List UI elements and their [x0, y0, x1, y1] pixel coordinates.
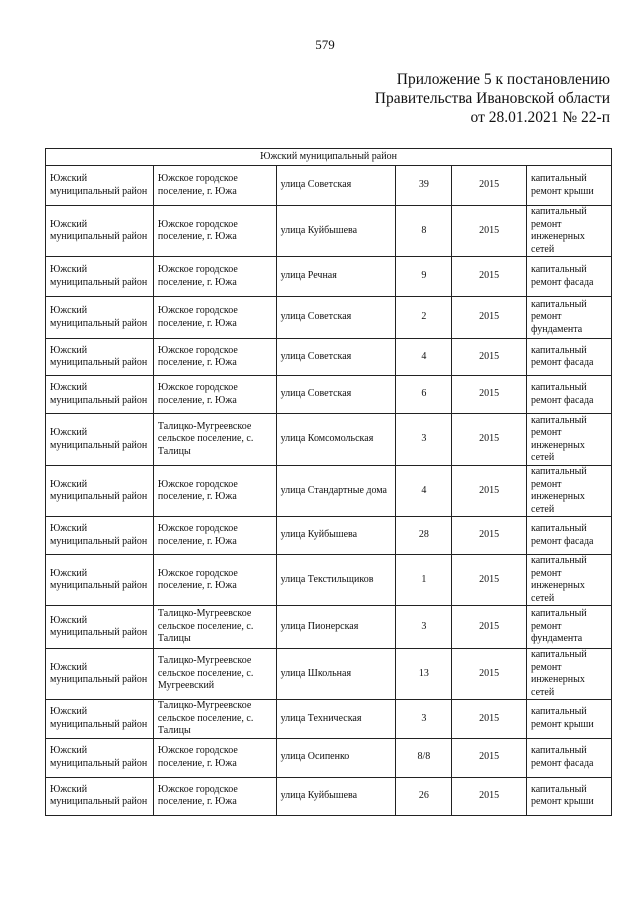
cell-house-number: 3: [396, 606, 452, 649]
cell-work-type: капитальный ремонт фасада: [527, 376, 612, 414]
table-row: [46, 555, 612, 606]
cell-street: улица Пионерская: [276, 606, 396, 649]
table-row: [46, 517, 612, 555]
cell-house-number: 4: [396, 339, 452, 376]
cell-district: Южский муниципальный район: [46, 257, 154, 297]
cell-house-number: 3: [396, 414, 452, 466]
cell-work-type: капитальный ремонт фасада: [527, 738, 612, 777]
cell-year: 2015: [452, 606, 527, 649]
cell-district: Южский муниципальный район: [46, 517, 154, 555]
table-row: [46, 777, 612, 815]
cell-settlement: Южское городское поселение, г. Южа: [153, 555, 276, 606]
cell-street: улица Куйбышева: [276, 777, 396, 815]
table-row: [46, 339, 612, 376]
cell-house-number: 39: [396, 166, 452, 206]
cell-house-number: 1: [396, 555, 452, 606]
section-title: Южский муниципальный район: [46, 149, 612, 166]
table-row: [46, 649, 612, 700]
cell-district: Южский муниципальный район: [46, 414, 154, 466]
table-row: [46, 414, 612, 466]
cell-year: 2015: [452, 700, 527, 739]
cell-house-number: 28: [396, 517, 452, 555]
cell-work-type: капитальный ремонт крыши: [527, 700, 612, 739]
cell-settlement: Южское городское поселение, г. Южа: [153, 466, 276, 517]
cell-year: 2015: [452, 257, 527, 297]
cell-district: Южский муниципальный район: [46, 738, 154, 777]
cell-street: улица Текстильщиков: [276, 555, 396, 606]
cell-street: улица Стандартные дома: [276, 466, 396, 517]
cell-year: 2015: [452, 517, 527, 555]
cell-district: Южский муниципальный район: [46, 606, 154, 649]
table-row: [46, 738, 612, 777]
cell-year: 2015: [452, 297, 527, 339]
cell-district: Южский муниципальный район: [46, 466, 154, 517]
cell-district: Южский муниципальный район: [46, 700, 154, 739]
cell-work-type: капитальный ремонт фасада: [527, 517, 612, 555]
cell-settlement: Южское городское поселение, г. Южа: [153, 738, 276, 777]
cell-house-number: 8/8: [396, 738, 452, 777]
cell-street: улица Советская: [276, 376, 396, 414]
table-row: [46, 166, 612, 206]
cell-street: улица Школьная: [276, 649, 396, 700]
cell-year: 2015: [452, 339, 527, 376]
cell-work-type: капитальный ремонт фасада: [527, 339, 612, 376]
cell-settlement: Южское городское поселение, г. Южа: [153, 297, 276, 339]
cell-house-number: 3: [396, 700, 452, 739]
cell-settlement: Южское городское поселение, г. Южа: [153, 206, 276, 257]
cell-year: 2015: [452, 206, 527, 257]
cell-work-type: капитальный ремонт инженерных сетей: [527, 466, 612, 517]
cell-year: 2015: [452, 166, 527, 206]
cell-district: Южский муниципальный район: [46, 166, 154, 206]
cell-year: 2015: [452, 555, 527, 606]
repair-table: [45, 148, 612, 816]
cell-year: 2015: [452, 466, 527, 517]
table-row: [46, 257, 612, 297]
cell-house-number: 4: [396, 466, 452, 517]
cell-settlement: Талицко-Мугреевское сельское поселение, с. Талицы: [153, 606, 276, 649]
cell-settlement: Южское городское поселение, г. Южа: [153, 517, 276, 555]
header-line: от 28.01.2021 № 22-п: [470, 109, 610, 126]
table-row: [46, 297, 612, 339]
cell-street: улица Советская: [276, 339, 396, 376]
cell-settlement: Талицко-Мугреевское сельское поселение, с. Талицы: [153, 414, 276, 466]
header-line: Правительства Ивановской области: [374, 90, 610, 107]
cell-year: 2015: [452, 649, 527, 700]
cell-year: 2015: [452, 777, 527, 815]
cell-work-type: капитальный ремонт фасада: [527, 257, 612, 297]
table-row: [46, 466, 612, 517]
cell-district: Южский муниципальный район: [46, 376, 154, 414]
cell-year: 2015: [452, 376, 527, 414]
cell-work-type: капитальный ремонт инженерных сетей: [527, 414, 612, 466]
table-row: [46, 700, 612, 739]
cell-street: улица Речная: [276, 257, 396, 297]
cell-street: улица Советская: [276, 166, 396, 206]
cell-work-type: капитальный ремонт инженерных сетей: [527, 649, 612, 700]
cell-year: 2015: [452, 738, 527, 777]
section-row: [46, 149, 612, 166]
cell-street: улица Куйбышева: [276, 517, 396, 555]
cell-work-type: капитальный ремонт фундамента: [527, 606, 612, 649]
cell-year: 2015: [452, 414, 527, 466]
cell-street: улица Техническая: [276, 700, 396, 739]
cell-work-type: капитальный ремонт крыши: [527, 166, 612, 206]
cell-district: Южский муниципальный район: [46, 555, 154, 606]
cell-house-number: 26: [396, 777, 452, 815]
cell-district: Южский муниципальный район: [46, 649, 154, 700]
cell-house-number: 8: [396, 206, 452, 257]
cell-house-number: 9: [396, 257, 452, 297]
cell-settlement: Талицко-Мугреевское сельское поселение, с. Талицы: [153, 700, 276, 739]
cell-settlement: Талицко-Мугреевское сельское поселение, с. Мугреевский: [153, 649, 276, 700]
cell-work-type: капитальный ремонт крыши: [527, 777, 612, 815]
cell-district: Южский муниципальный район: [46, 206, 154, 257]
cell-work-type: капитальный ремонт фундамента: [527, 297, 612, 339]
page-number: 579: [315, 37, 335, 52]
cell-street: улица Куйбышева: [276, 206, 396, 257]
document-header: [375, 70, 610, 127]
cell-district: Южский муниципальный район: [46, 777, 154, 815]
cell-district: Южский муниципальный район: [46, 297, 154, 339]
cell-house-number: 13: [396, 649, 452, 700]
header-line: Приложение 5 к постановлению: [396, 71, 610, 88]
cell-settlement: Южское городское поселение, г. Южа: [153, 166, 276, 206]
cell-work-type: капитальный ремонт инженерных сетей: [527, 206, 612, 257]
cell-settlement: Южское городское поселение, г. Южа: [153, 257, 276, 297]
cell-street: улица Осипенко: [276, 738, 396, 777]
table-row: [46, 606, 612, 649]
cell-settlement: Южское городское поселение, г. Южа: [153, 777, 276, 815]
table-row: [46, 206, 612, 257]
cell-house-number: 2: [396, 297, 452, 339]
cell-house-number: 6: [396, 376, 452, 414]
cell-work-type: капитальный ремонт инженерных сетей: [527, 555, 612, 606]
cell-street: улица Советская: [276, 297, 396, 339]
cell-district: Южский муниципальный район: [46, 339, 154, 376]
cell-settlement: Южское городское поселение, г. Южа: [153, 339, 276, 376]
cell-street: улица Комсомольская: [276, 414, 396, 466]
table-row: [46, 376, 612, 414]
cell-settlement: Южское городское поселение, г. Южа: [153, 376, 276, 414]
